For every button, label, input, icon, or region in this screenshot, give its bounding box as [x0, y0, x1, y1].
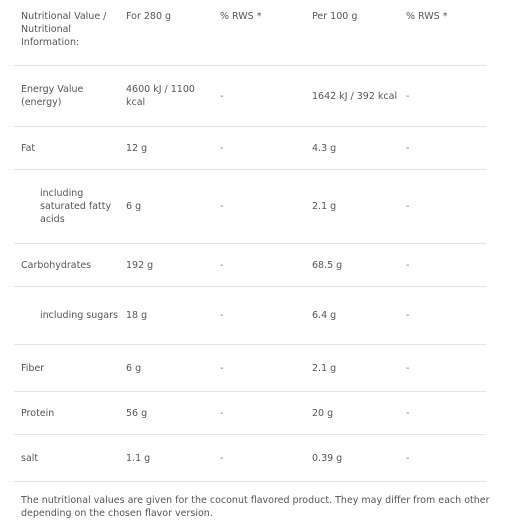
table-row [14, 435, 486, 482]
per-100g-value: 68.5 g [312, 259, 343, 271]
rws-100g-value: - [406, 201, 410, 212]
header-per-100g: Per 100 g [312, 11, 358, 22]
table-row [14, 392, 486, 435]
rws-100g-value: - [406, 259, 410, 271]
nutrient-name: including saturated fatty acids [40, 188, 112, 225]
rws-portion-value: - [220, 407, 224, 419]
header-rws-portion: % RWS * [220, 11, 262, 22]
per-portion-value: 4600 kJ / 1100 kcal [126, 84, 195, 108]
per-100g-value: 0.39 g [312, 452, 343, 464]
rws-portion-value: - [220, 259, 224, 271]
nutrient-name: Fat [21, 142, 36, 154]
rws-portion-value: - [220, 142, 224, 154]
nutrient-name: Fiber [21, 362, 45, 374]
rws-100g-value: - [406, 142, 410, 154]
header-nutrient: Nutritional Value / Nutritional Information: [21, 11, 107, 48]
nutrient-name: Energy Value (energy) [21, 84, 84, 108]
per-portion-value: 12 g [126, 142, 148, 154]
table-row [14, 170, 486, 244]
nutrition-table [14, 0, 486, 482]
per-100g-value: 2.1 g [312, 201, 337, 212]
table-row [14, 127, 486, 170]
per-portion-value: 6 g [126, 362, 142, 374]
rws-100g-value: - [406, 452, 410, 464]
table-row [14, 345, 486, 392]
per-100g-value: 20 g [312, 407, 334, 419]
header-per-portion: For 280 g [126, 11, 172, 22]
per-portion-value: 1.1 g [126, 452, 151, 464]
per-portion-value: 192 g [126, 259, 154, 271]
rws-100g-value: - [406, 407, 410, 419]
rws-portion-value: - [220, 90, 224, 102]
table-row [14, 66, 486, 127]
rws-100g-value: - [406, 362, 410, 374]
per-100g-value: 6.4 g [312, 310, 337, 321]
rws-portion-value: - [220, 452, 224, 464]
per-portion-value: 18 g [126, 310, 148, 321]
rws-portion-value: - [220, 310, 224, 321]
per-100g-value: 2.1 g [312, 362, 337, 374]
rws-100g-value: - [406, 90, 410, 102]
rws-100g-value: - [406, 310, 410, 321]
header-rws-100g: % RWS * [406, 11, 448, 22]
rws-portion-value: - [220, 362, 224, 374]
nutrient-name: Carbohydrates [21, 259, 92, 271]
table-row [14, 244, 486, 287]
table-header [14, 0, 486, 66]
per-portion-value: 6 g [126, 201, 142, 212]
per-100g-value: 4.3 g [312, 142, 337, 154]
nutrient-name: salt [21, 452, 39, 464]
nutrient-name: Protein [21, 407, 55, 419]
nutrient-name: including sugars [40, 310, 118, 321]
table-row [14, 287, 486, 345]
footnote: The nutritional values are given for the coconut flavored product. They may differ from each other depending on the chosen flavor version. [21, 495, 490, 519]
per-100g-value: 1642 kJ / 392 kcal [312, 90, 398, 102]
rws-portion-value: - [220, 201, 224, 212]
per-portion-value: 56 g [126, 407, 148, 419]
